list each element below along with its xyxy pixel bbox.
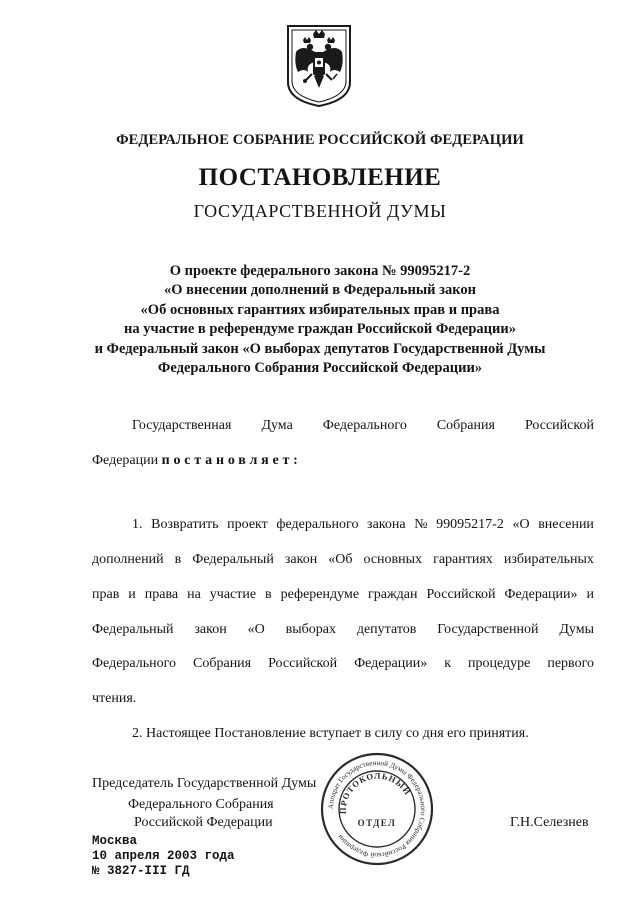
item-1-line: Федеральный закон «О выборах депутатов Государственной Думы [92, 622, 594, 637]
resolves-word: постановляет: [161, 453, 302, 468]
stamp-center-top: ПРОТОКОЛЬНЫЙ [337, 770, 414, 815]
coat-of-arms-icon [284, 22, 354, 108]
subject-line: и Федеральный закон «О выборах депутатов Государственной Думы [94, 340, 546, 357]
signatory-title: Российской Федерации [134, 815, 273, 830]
subject-line: «О внесении дополнений в Федеральный закон [164, 282, 476, 299]
subject-line: Федерального Собрания Российской Федерации» [157, 360, 483, 377]
stamp-center-bottom: ОТДЕЛ [357, 818, 397, 828]
signatory-title: Председатель Государственной Думы [92, 776, 317, 791]
issue-city: Москва [92, 834, 138, 848]
item-1-line: прав и права на участие в референдуме граждан Российской Федерации» и [92, 587, 594, 602]
signatory-name: Г.Н.Селезнев [510, 815, 589, 830]
subject-line: «Об основных гарантиях избирательных прав и права [140, 301, 500, 318]
official-stamp [318, 750, 436, 868]
subject-line: на участие в референдуме граждан Российской Федерации» [124, 321, 516, 338]
document-type-title: ПОСТАНОВЛЕНИЕ [198, 164, 442, 191]
item-1-line: Федерального Собрания Российской Федерации» к процедуре первого [92, 656, 594, 671]
signatory-title: Федерального Собрания [128, 797, 274, 812]
document-subject [40, 262, 600, 378]
document-number: № 3827-III ГД [92, 864, 190, 878]
item-1-line: 1. Возвратить проект федерального закона № 99095217-2 «О внесении [132, 517, 594, 532]
preamble-line: Федерации постановляет: [92, 453, 302, 468]
subject-line: О проекте федерального закона № 99095217-2 [169, 263, 471, 279]
issue-date: 10 апреля 2003 года [92, 849, 235, 863]
organization-name: ФЕДЕРАЛЬНОЕ СОБРАНИЕ РОССИЙСКОЙ ФЕДЕРАЦИИ [116, 132, 524, 148]
item-1-line: дополнений в Федеральный закон «Об основных гарантиях избирательных [92, 552, 594, 567]
stamp-ring-text: Аппарат Государственной Думы Федерального Собрания Российской Федерации [326, 758, 428, 860]
preamble-line: Государственная Дума Федерального Собрания Российской [132, 418, 594, 433]
item-1-line: чтения. [92, 691, 137, 706]
issuer-name: ГОСУДАРСТВЕННОЙ ДУМЫ [193, 201, 447, 221]
item-2-text: 2. Настоящее Постановление вступает в силу со дня его принятия. [132, 726, 529, 741]
